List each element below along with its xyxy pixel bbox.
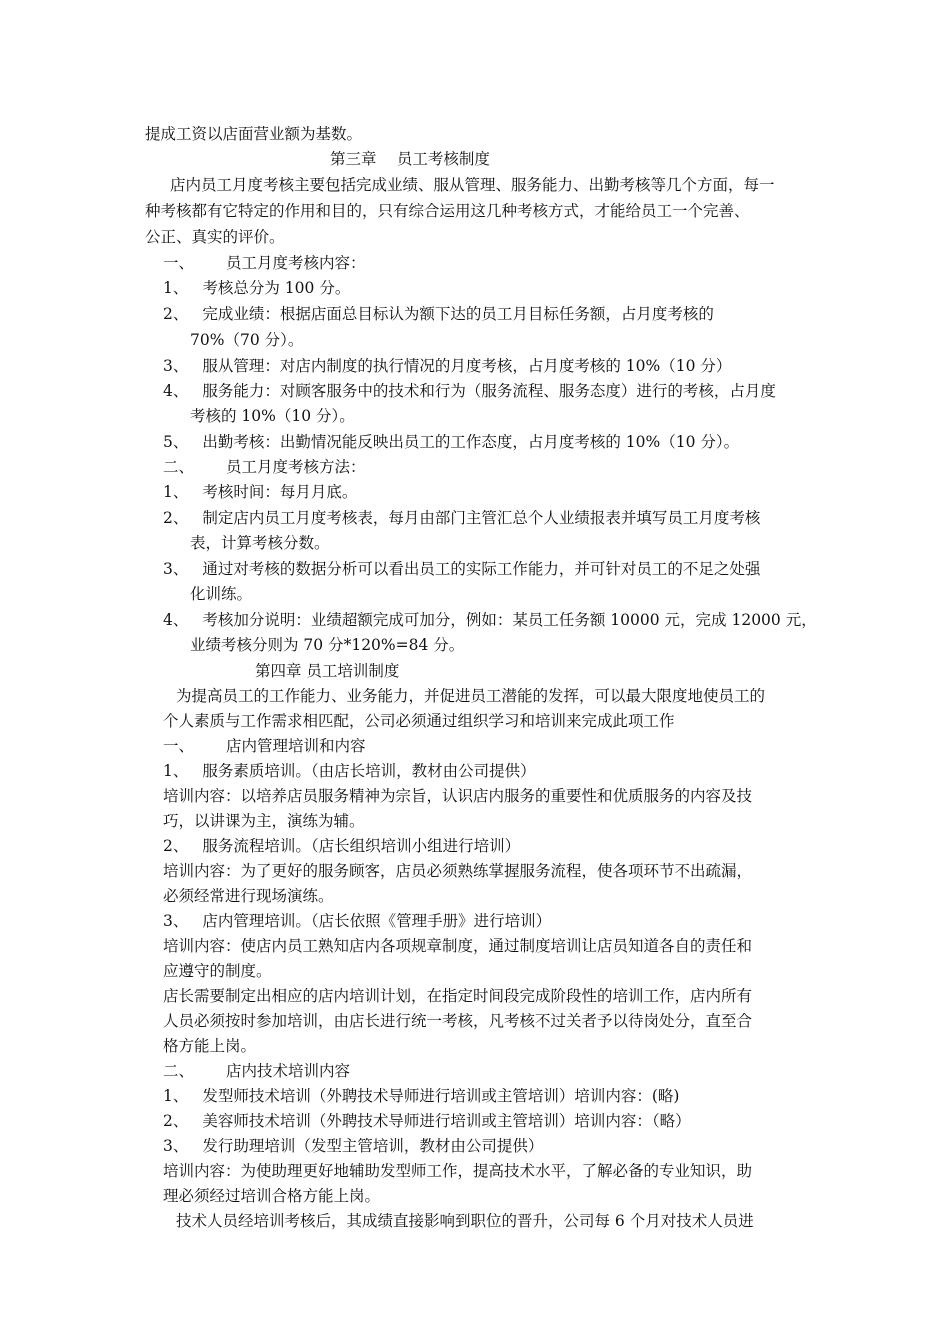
training-content-line: 培训内容：为了更好的服务顾客，店员必须熟练掌握服务流程，使各项环节不出疏漏， — [163, 862, 753, 880]
list-item — [163, 482, 357, 502]
chapter-4-title: 第四章 员工培训制度 — [255, 662, 400, 680]
section-heading — [163, 253, 366, 273]
list-text-continued: 化训练。 — [190, 585, 253, 603]
section-heading — [163, 736, 366, 756]
list-text: 美容师技术培训（外聘技术导师进行培训或主管培训）培训内容：（略） — [202, 1112, 691, 1130]
list-text: 完成业绩：根据店面总目标认为额下达的员工月目标任务额，占月度考核的 — [202, 305, 714, 323]
list-text: 服务素质培训。（由店长培训，教材由公司提供） — [202, 762, 536, 780]
section-heading — [163, 457, 366, 477]
list-text-continued: 业绩考核分则为 70 分*120%=84 分。 — [190, 636, 465, 654]
list-item — [163, 610, 817, 630]
list-item — [163, 278, 350, 298]
training-content-line: 巧，以讲课为主，演练为辅。 — [163, 812, 365, 830]
training-content-line: 培训内容：以培养店员服务精神为宗旨，认识店内服务的重要性和优质服务的内容及技 — [163, 787, 753, 805]
list-text: 服务能力：对顾客服务中的技术和行为（服务流程、服务态度）进行的考核，占月度 — [202, 382, 776, 400]
list-number: 1、 — [163, 762, 189, 780]
training-content-line: 理必须经过培训合格方能上岗。 — [163, 1187, 381, 1205]
chapter-4-para-line: 个人素质与工作需求相匹配，公司必须通过组织学习和培训来完成此项工作 — [163, 712, 675, 730]
list-item — [163, 761, 536, 781]
chapter-3-title: 第三章 员工考核制度 — [330, 150, 490, 168]
list-text: 出勤考核：出勤情况能反映出员工的工作态度，占月度考核的 10%（10 分）。 — [202, 433, 740, 451]
note-line: 格方能上岗。 — [163, 1037, 257, 1055]
list-item — [163, 836, 520, 856]
list-text: 考核时间：每月月底。 — [202, 483, 358, 501]
list-number: 2、 — [163, 1112, 189, 1130]
list-text: 考核总分为 100 分。 — [202, 279, 351, 297]
chapter-3-para-line: 店内员工月度考核主要包括完成业绩、服从管理、服务能力、出勤考核等几个方面，每一 — [170, 176, 775, 194]
list-item — [163, 1111, 691, 1131]
list-number: 1、 — [163, 483, 189, 501]
list-number: 4、 — [163, 382, 189, 400]
list-number: 5、 — [163, 433, 189, 451]
chapter-3-para-line: 种考核都有它特定的作用和目的，只有综合运用这几种考核方式，才能给员工一个完善、 — [145, 202, 750, 220]
section-number: 一、 — [163, 737, 195, 755]
list-number: 4、 — [163, 611, 189, 629]
list-number: 2、 — [163, 509, 189, 527]
list-number: 1、 — [163, 279, 189, 297]
list-item — [163, 356, 731, 376]
section-title: 员工月度考核内容： — [226, 254, 366, 272]
note-line: 店长需要制定出相应的店内培训计划，在指定时间段完成阶段性的培训工作，店内所有 — [163, 987, 753, 1005]
section-title: 店内技术培训内容 — [226, 1062, 351, 1080]
section-number: 一、 — [163, 254, 195, 272]
list-text: 服从管理：对店内制度的执行情况的月度考核，占月度考核的 10%（10 分） — [202, 357, 732, 375]
list-text-continued: 考核的 10%（10 分）。 — [190, 407, 355, 425]
list-item — [163, 1086, 679, 1106]
closing-line: 技术人员经培训考核后，其成绩直接影响到职位的晋升，公司每 6 个月对技术人员进 — [176, 1212, 754, 1230]
section-title: 员工月度考核方法： — [226, 458, 366, 476]
training-content-line: 培训内容：为使助理更好地辅助发型师工作，提高技术水平，了解必备的专业知识，助 — [163, 1162, 753, 1180]
list-item — [163, 911, 551, 931]
list-number: 3、 — [163, 560, 189, 578]
list-text: 服务流程培训。（店长组织培训小组进行培训） — [202, 837, 521, 855]
list-item — [163, 559, 760, 579]
list-text: 考核加分说明：业绩超额完成可加分，例如：某员工任务额 10000 元，完成 12000 元， — [202, 611, 817, 629]
list-text: 店内管理培训。（店长依照《管理手册》进行培训） — [202, 912, 552, 930]
list-item — [163, 304, 714, 324]
intro-line: 提成工资以店面营业额为基数。 — [145, 125, 363, 143]
section-heading — [163, 1061, 350, 1081]
list-text: 发型师技术培训（外聘技术导师进行培训或主管培训）培训内容：(略) — [202, 1087, 680, 1105]
list-text: 通过对考核的数据分析可以看出员工的实际工作能力，并可针对员工的不足之处强 — [202, 560, 761, 578]
section-title: 店内管理培训和内容 — [226, 737, 366, 755]
list-text-continued: 70%（70 分）。 — [190, 331, 304, 349]
section-number: 二、 — [163, 1062, 195, 1080]
list-item — [163, 508, 760, 528]
list-number: 1、 — [163, 1087, 189, 1105]
list-text: 发行助理培训（发型主管培训，教材由公司提供） — [202, 1137, 544, 1155]
list-item — [163, 381, 776, 401]
note-line: 人员必须按时参加培训，由店长进行统一考核，凡考核不过关者予以待岗处分，直至合 — [163, 1012, 753, 1030]
chapter-4-para-line: 为提高员工的工作能力、业务能力，并促进员工潜能的发挥，可以最大限度地使员工的 — [176, 687, 766, 705]
training-content-line: 应遵守的制度。 — [163, 962, 272, 980]
list-number: 2、 — [163, 305, 189, 323]
list-number: 3、 — [163, 1137, 189, 1155]
list-item — [163, 1136, 543, 1156]
list-item — [163, 432, 739, 452]
list-number: 2、 — [163, 837, 189, 855]
training-content-line: 必须经常进行现场演练。 — [163, 887, 334, 905]
list-text-continued: 表，计算考核分数。 — [190, 534, 330, 552]
section-number: 二、 — [163, 458, 195, 476]
chapter-3-para-line: 公正、真实的评价。 — [145, 228, 285, 246]
list-text: 制定店内员工月度考核表，每月由部门主管汇总个人业绩报表并填写员工月度考核 — [202, 509, 761, 527]
training-content-line: 培训内容：使店内员工熟知店内各项规章制度，通过制度培训让店员知道各自的责任和 — [163, 937, 753, 955]
list-number: 3、 — [163, 912, 189, 930]
list-number: 3、 — [163, 357, 189, 375]
